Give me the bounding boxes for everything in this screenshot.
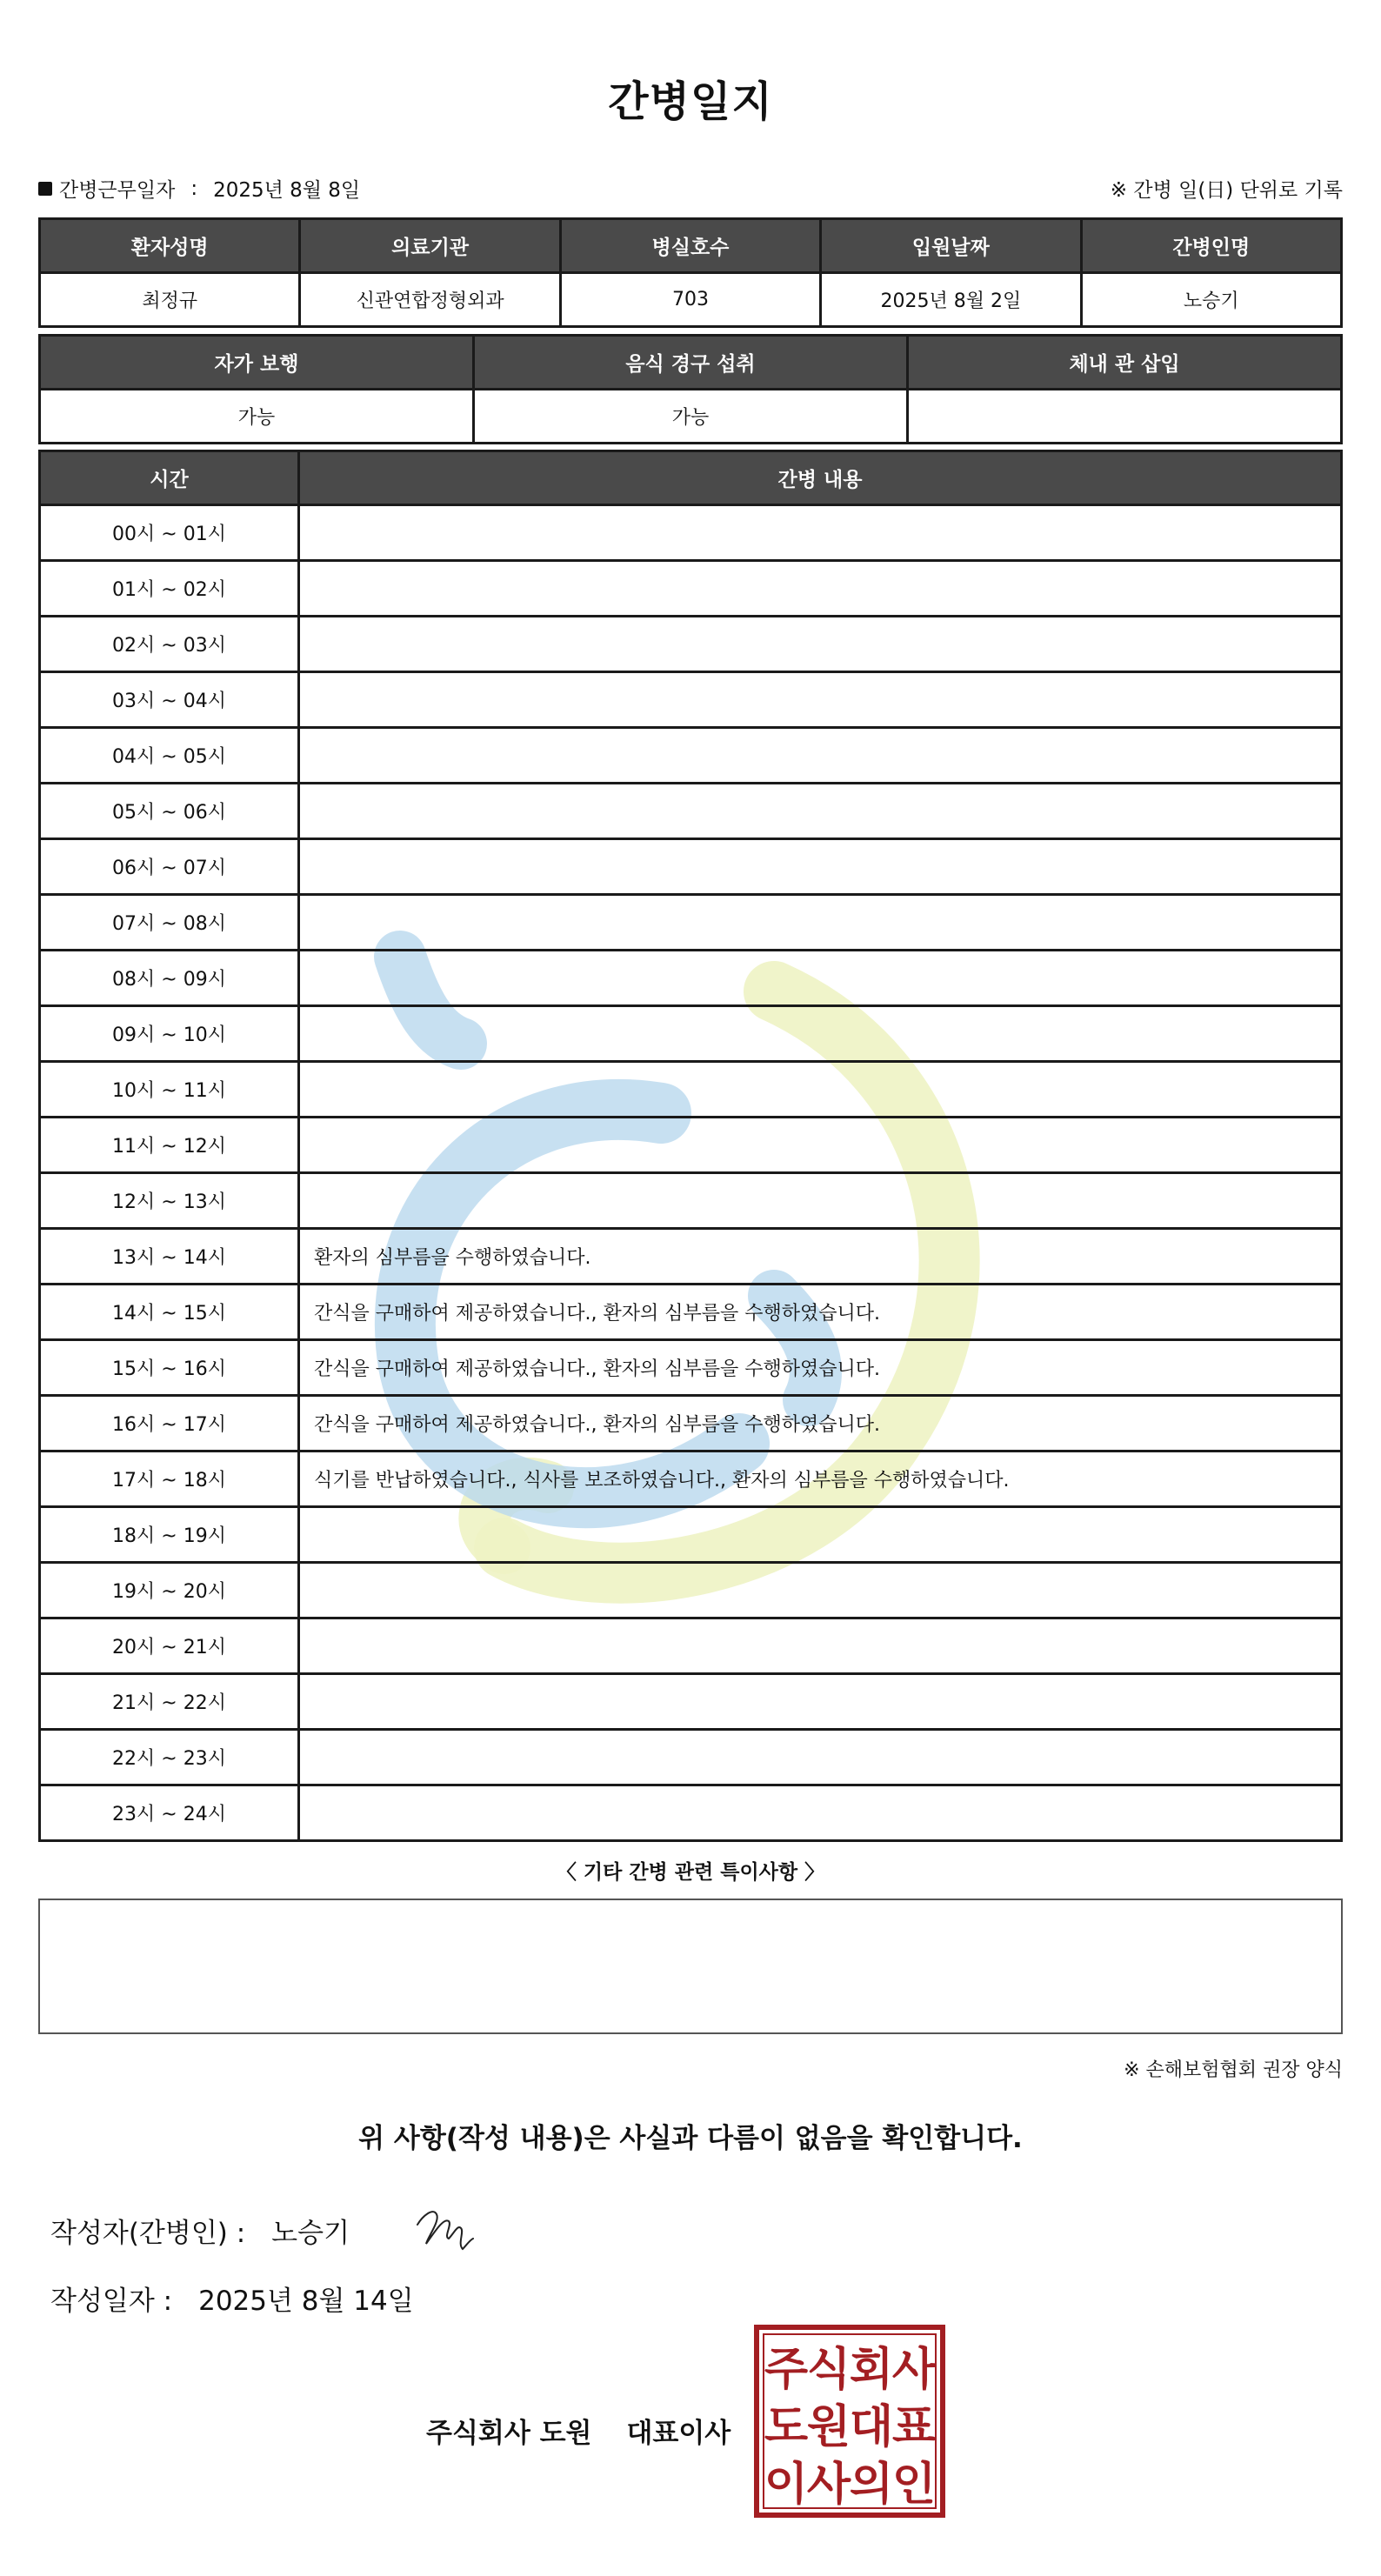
care-log-row	[40, 561, 1342, 617]
oral-intake-value: 가능	[474, 390, 908, 444]
care-log-time: 09시 ~ 10시	[40, 1006, 299, 1062]
patient-status-value-row	[40, 390, 1342, 444]
care-log-header-row	[40, 451, 1342, 505]
square-bullet-icon	[38, 182, 52, 196]
care-log-time: 21시 ~ 22시	[40, 1674, 299, 1730]
seal-character: 이	[764, 2459, 809, 2511]
care-log-time: 12시 ~ 13시	[40, 1173, 299, 1229]
header-self-walking: 자가 보행	[40, 336, 474, 390]
company-representative-title: 대표이사	[626, 2418, 731, 2449]
patient-status-table	[38, 334, 1343, 444]
care-log-content	[299, 1062, 1342, 1118]
care-log-content: 간식을 구매하여 제공하였습니다., 환자의 심부름을 수행하였습니다.	[299, 1340, 1342, 1396]
seal-character: 원	[806, 2401, 851, 2453]
care-log-row	[40, 1062, 1342, 1118]
care-log-row	[40, 1785, 1342, 1841]
page-title: 간병일지	[608, 77, 773, 126]
care-log-row	[40, 1730, 1342, 1785]
patient-status-header-row	[40, 336, 1342, 390]
seal-character: 식	[806, 2344, 851, 2396]
care-log-content	[299, 672, 1342, 728]
header-oral-intake: 음식 경구 섭취	[474, 336, 908, 390]
care-log-time: 06시 ~ 07시	[40, 839, 299, 895]
signature-icon	[414, 2199, 477, 2254]
room-number: 703	[560, 273, 820, 327]
caregiver-name: 노승기	[1081, 273, 1341, 327]
care-log-time: 05시 ~ 06시	[40, 784, 299, 839]
care-log-body	[40, 505, 1342, 1841]
care-log-row	[40, 617, 1342, 672]
header-admission-date: 입원날짜	[821, 219, 1081, 273]
care-log-content: 식기를 반납하였습니다., 식사를 보조하였습니다., 환자의 심부름을 수행하였습니다.	[299, 1452, 1342, 1507]
care-log-content	[299, 951, 1342, 1006]
seal-character: 인	[891, 2459, 937, 2511]
care-log-content	[299, 1173, 1342, 1229]
confirmation-statement: 위 사항(작성 내용)은 사실과 다름이 없음을 확인합니다.	[358, 2123, 1023, 2154]
care-log-content	[299, 1674, 1342, 1730]
care-log-time: 00시 ~ 01시	[40, 505, 299, 561]
self-walking-value: 가능	[40, 390, 474, 444]
care-log-row	[40, 1618, 1342, 1674]
care-log-time: 14시 ~ 15시	[40, 1285, 299, 1340]
care-log-row	[40, 1452, 1342, 1507]
patient-info-table	[38, 217, 1343, 328]
company-seal-icon	[753, 2324, 946, 2519]
seal-character: 사	[806, 2459, 851, 2511]
care-log-row	[40, 1674, 1342, 1730]
care-log-content	[299, 895, 1342, 951]
header-patient-name: 환자성명	[40, 219, 300, 273]
care-log-row	[40, 1229, 1342, 1285]
care-log-row	[40, 1507, 1342, 1563]
care-log-content	[299, 1730, 1342, 1785]
seal-character: 표	[891, 2401, 937, 2453]
company-name: 주식회사 도원	[426, 2418, 592, 2449]
patient-name: 최정규	[40, 273, 300, 327]
writer-label: 작성자(간병인) :	[50, 2218, 246, 2249]
written-date-line	[50, 2279, 414, 2318]
care-log-content	[299, 1507, 1342, 1563]
care-log-content	[299, 505, 1342, 561]
care-log-time: 18시 ~ 19시	[40, 1507, 299, 1563]
work-date-label: 간병근무일자	[59, 179, 176, 202]
care-log-row	[40, 1118, 1342, 1173]
notes-box	[38, 1899, 1343, 2034]
care-log-content	[299, 1618, 1342, 1674]
care-log-content	[299, 561, 1342, 617]
tube-insertion-value	[908, 390, 1342, 444]
care-log-content	[299, 1118, 1342, 1173]
care-log-content	[299, 1785, 1342, 1841]
header-time: 시간	[40, 451, 299, 505]
care-log-row	[40, 1396, 1342, 1452]
care-log-time: 07시 ~ 08시	[40, 895, 299, 951]
care-log-time: 04시 ~ 05시	[40, 728, 299, 784]
care-log-content: 환자의 심부름을 수행하였습니다.	[299, 1229, 1342, 1285]
care-log-row	[40, 1285, 1342, 1340]
writer-name: 노승기	[271, 2218, 350, 2249]
writer-line	[50, 2211, 350, 2250]
care-log-row	[40, 895, 1342, 951]
care-log-row	[40, 951, 1342, 1006]
care-log-row	[40, 728, 1342, 784]
header-room-number: 병실호수	[560, 219, 820, 273]
header-hospital: 의료기관	[300, 219, 560, 273]
care-log-content	[299, 839, 1342, 895]
care-log-time: 16시 ~ 17시	[40, 1396, 299, 1452]
hospital-name: 신관연합정형외과	[300, 273, 560, 327]
care-log-row	[40, 505, 1342, 561]
care-log-time: 08시 ~ 09시	[40, 951, 299, 1006]
care-log-content	[299, 784, 1342, 839]
header-care-content: 간병 내용	[299, 451, 1342, 505]
care-log-content: 간식을 구매하여 제공하였습니다., 환자의 심부름을 수행하였습니다.	[299, 1396, 1342, 1452]
admission-date: 2025년 8월 2일	[821, 273, 1081, 327]
care-log-row	[40, 784, 1342, 839]
seal-character: 회	[849, 2344, 894, 2396]
care-log-time: 22시 ~ 23시	[40, 1730, 299, 1785]
care-log-time: 03시 ~ 04시	[40, 672, 299, 728]
patient-info-header-row	[40, 219, 1342, 273]
header-caregiver-name: 간병인명	[1081, 219, 1341, 273]
care-log-row	[40, 1173, 1342, 1229]
care-log-time: 15시 ~ 16시	[40, 1340, 299, 1396]
care-log-row	[40, 1340, 1342, 1396]
care-log-time: 13시 ~ 14시	[40, 1229, 299, 1285]
care-log-time: 01시 ~ 02시	[40, 561, 299, 617]
care-log-row	[40, 672, 1342, 728]
care-log-time: 10시 ~ 11시	[40, 1062, 299, 1118]
care-log-time: 02시 ~ 03시	[40, 617, 299, 672]
care-log-content: 간식을 구매하여 제공하였습니다., 환자의 심부름을 수행하였습니다.	[299, 1285, 1342, 1340]
seal-character: 의	[849, 2459, 894, 2511]
care-log-time: 11시 ~ 12시	[40, 1118, 299, 1173]
notes-heading: 〈 기타 간병 관련 특이사항 〉	[556, 1861, 825, 1884]
patient-info-value-row	[40, 273, 1342, 327]
care-log-time: 23시 ~ 24시	[40, 1785, 299, 1841]
care-log-row	[40, 839, 1342, 895]
care-log-content	[299, 1563, 1342, 1618]
company-signature-line	[426, 2411, 731, 2450]
written-date-label: 작성일자 :	[50, 2286, 173, 2317]
work-date-group	[38, 174, 360, 203]
care-log-row	[40, 1563, 1342, 1618]
care-log-content	[299, 1006, 1342, 1062]
care-log-time: 20시 ~ 21시	[40, 1618, 299, 1674]
header-tube-insertion: 체내 관 삽입	[908, 336, 1342, 390]
seal-character: 사	[891, 2344, 937, 2396]
care-log-time: 17시 ~ 18시	[40, 1452, 299, 1507]
seal-character: 도	[764, 2401, 809, 2453]
unit-note: ※ 간병 일(日) 단위로 기록	[1110, 179, 1343, 202]
seal-character: 대	[849, 2401, 894, 2453]
care-log-table	[38, 450, 1343, 1842]
seal-character: 주	[764, 2344, 809, 2396]
form-footnote: ※ 손해보험협회 권장 양식	[1124, 2059, 1343, 2081]
work-date-colon: :	[190, 177, 198, 200]
work-date-value: 2025년 8월 8일	[213, 179, 361, 202]
meta-row	[38, 174, 1343, 209]
care-log-row	[40, 1006, 1342, 1062]
care-log-content	[299, 728, 1342, 784]
care-log-time: 19시 ~ 20시	[40, 1563, 299, 1618]
written-date-value: 2025년 8월 14일	[198, 2286, 414, 2317]
care-log-content	[299, 617, 1342, 672]
